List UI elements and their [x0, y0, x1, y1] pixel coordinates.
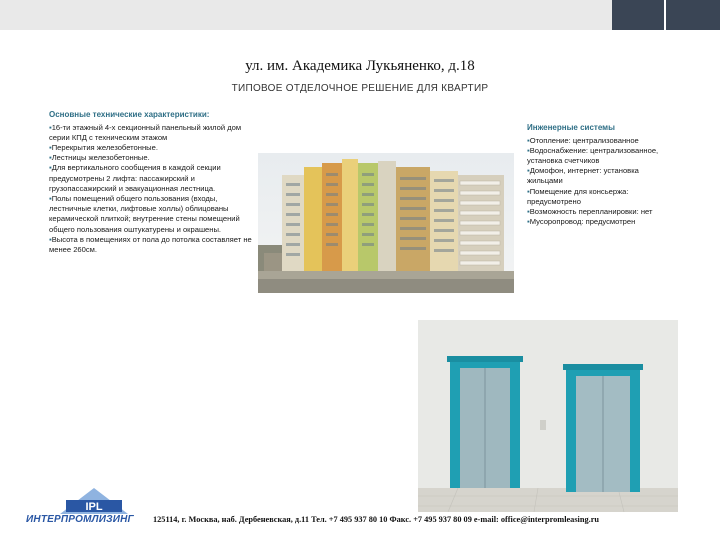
logo-letters: IPL	[85, 501, 103, 513]
left-heading: Основные технические характеристики:	[49, 110, 210, 119]
top-bar	[0, 0, 720, 30]
page-subtitle: ТИПОВОЕ ОТДЕЛОЧНОЕ РЕШЕНИЕ ДЛЯ КВАРТИР	[231, 83, 489, 94]
left-item: ▪ 16-ти этажный 4-х секционный панельный жилой дом серии КПД с техническим этажом	[49, 123, 259, 143]
right-item: ▪ Помещение для консьержа: предусмотрено	[527, 187, 667, 207]
left-item: ▪ Для вертикального сообщения в каждой секции предусмотрены 2 лифта: пассажирский и грузопассажирский и эвакуационная лестница.	[49, 163, 259, 194]
top-bar-dark-block	[612, 0, 720, 30]
right-item: ▪ Водоснабжение: централизованное, установка счетчиков	[527, 146, 667, 166]
elevators-photo	[418, 320, 678, 512]
left-item: ▪ Полы помещений общего пользования (входы, лестничные клетки, лифтовые холлы) облицованы керамической плиткой; внутренние стены помещений общего пользования оштукатурены и окрашены.	[49, 194, 259, 235]
right-heading: Инженерные системы	[527, 123, 615, 132]
right-item: ▪ Домофон, интернет: установка жильцами	[527, 166, 667, 186]
engineering-systems	[527, 123, 667, 227]
building-photo	[258, 153, 514, 293]
footer-contacts: 125114, г. Москва, наб. Дербеневская, д.11 Тел. +7 495 937 80 10 Факс. +7 495 937 80 09 e-mail: office@interpromleasing.ru	[153, 515, 599, 524]
page-title: ул. им. Академика Лукьяненко, д.18	[245, 58, 475, 74]
right-item: ▪ Мусоропровод: предусмотрен	[527, 217, 667, 227]
technical-characteristics	[49, 110, 259, 255]
left-item: ▪ Лестницы железобетонные.	[49, 153, 259, 163]
left-item: ▪ Высота в помещениях от пола до потолка составляет не менее 260см.	[49, 235, 259, 255]
top-bar-divider	[664, 0, 666, 30]
company-name: ИНТЕРПРОМЛИЗИНГ	[26, 514, 134, 525]
left-item: ▪ Перекрытия железобетонные.	[49, 143, 259, 153]
right-item: ▪ Отопление: централизованное	[527, 136, 667, 146]
right-item: ▪ Возможность перепланировки: нет	[527, 207, 667, 217]
